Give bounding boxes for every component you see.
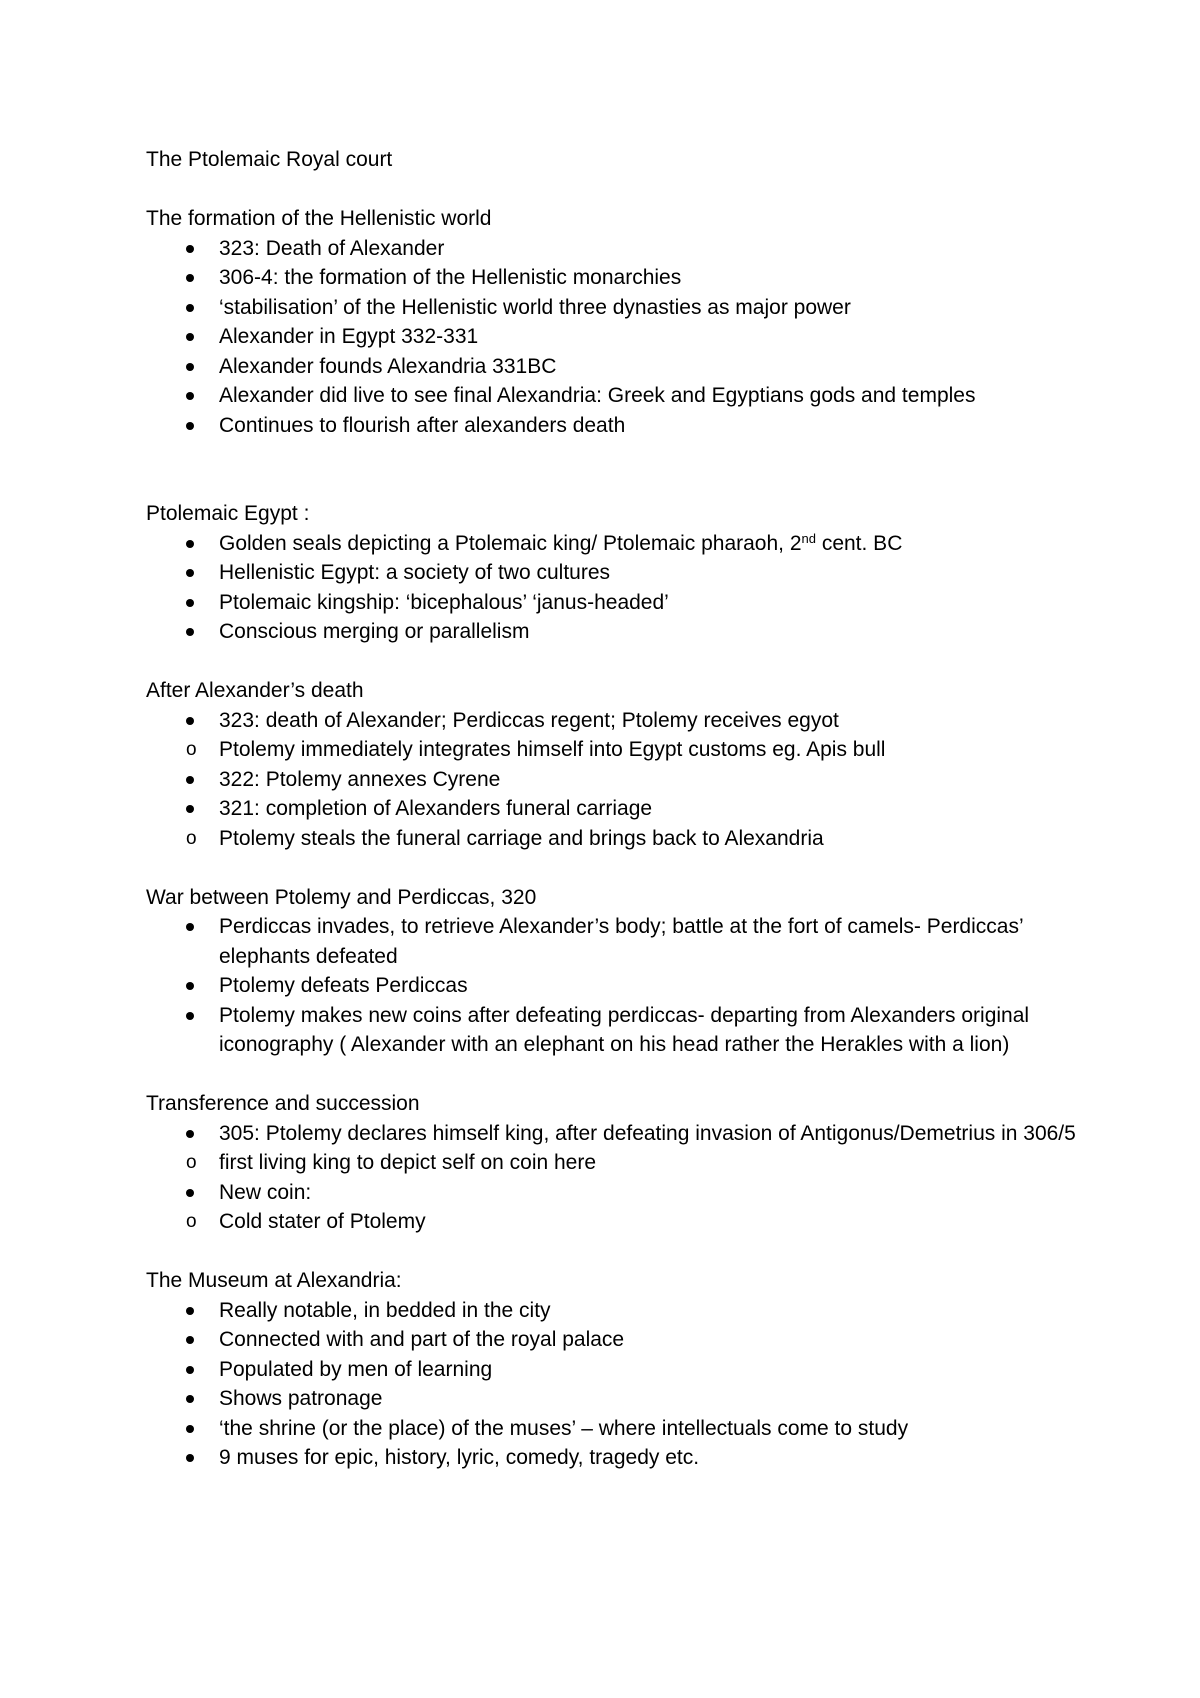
sub-list-wrapper <box>146 824 1076 854</box>
bullet-item <box>146 263 1076 293</box>
bullet-list <box>146 1119 1076 1237</box>
bullet-item <box>146 352 1076 382</box>
sub-bullet-item: o Ptolemy steals the funeral carriage and brings back to Alexandria <box>146 824 1076 854</box>
bullet-item <box>146 293 1076 323</box>
sub-list-wrapper <box>146 1207 1076 1237</box>
bullet-item <box>146 529 1076 559</box>
section-heading: After Alexander’s death <box>146 679 364 702</box>
bullet-text: Ptolemy defeats Perdiccas <box>219 974 468 997</box>
bullet-text: 321: completion of Alexanders funeral carriage <box>219 797 653 820</box>
sub-bullet-item: o Cold stater of Ptolemy <box>146 1207 1076 1237</box>
document-title: The Ptolemaic Royal court <box>146 148 393 171</box>
section-heading: War between Ptolemy and Perdiccas, 320 <box>146 885 537 909</box>
bullet-item <box>146 765 1076 795</box>
bullet-item <box>146 1296 1076 1326</box>
sub-bullet-list <box>146 1207 1076 1237</box>
section-spacer <box>146 440 1076 499</box>
bullet-item <box>146 1325 1076 1355</box>
section-spacer <box>146 175 1076 205</box>
bullet-text: 322: Ptolemy annexes Cyrene <box>219 767 501 791</box>
bullet-text: Alexander in Egypt 332-331 <box>219 325 479 348</box>
bullet-item <box>146 1443 1076 1473</box>
sub-list-wrapper <box>146 1148 1076 1178</box>
bullet-item <box>146 971 1076 1001</box>
bullet-text: Really notable, in bedded in the city <box>219 1298 551 1322</box>
bullet-text: Connected with and part of the royal palace <box>219 1328 625 1351</box>
bullet-text: Conscious merging or parallelism <box>219 620 530 643</box>
bullet-item <box>146 1384 1076 1414</box>
document-body <box>146 145 1076 1473</box>
section-spacer <box>146 1060 1076 1090</box>
section-spacer <box>146 853 1076 883</box>
bullet-text: Alexander founds Alexandria 331BC <box>219 354 557 378</box>
bullet-item <box>146 912 1076 971</box>
bullet-text: Golden seals depicting a Ptolemaic king/ Ptolemaic pharaoh, 2 <box>219 531 802 555</box>
section <box>146 204 1076 440</box>
section <box>146 676 1076 853</box>
bullet-text: ‘the shrine (or the place) of the muses’ – where intellectuals come to study <box>219 1416 909 1440</box>
bullet-item <box>146 381 1076 411</box>
section <box>146 1266 1076 1473</box>
sub-list-wrapper <box>146 735 1076 765</box>
bullet-item <box>146 558 1076 588</box>
section-heading: The formation of the Hellenistic world <box>146 207 492 230</box>
bullet-item <box>146 1414 1076 1444</box>
sub-bullet-list <box>146 1148 1076 1178</box>
bullet-item <box>146 234 1076 264</box>
bullet-text: 305: Ptolemy declares himself king, after defeating invasion of Antigonus/Demetrius in 306/5 <box>219 1121 1076 1145</box>
bullet-text: Shows patronage <box>219 1387 383 1410</box>
bullet-item <box>146 1178 1076 1208</box>
sub-bullet-item: o first living king to depict self on coin here <box>146 1148 1076 1178</box>
bullet-text-continued: cent. BC <box>815 531 903 555</box>
bullet-text: New coin: <box>219 1180 312 1204</box>
section-spacer <box>146 1237 1076 1267</box>
bullet-item <box>146 794 1076 824</box>
section-heading: Ptolemaic Egypt : <box>146 502 310 525</box>
sub-bullet-list <box>146 735 1076 765</box>
bullet-text: ‘stabilisation’ of the Hellenistic world three dynasties as major power <box>219 295 851 319</box>
section <box>146 883 1076 1060</box>
bullet-list <box>146 706 1076 854</box>
sub-bullet-item: o Ptolemy immediately integrates himself into Egypt customs eg. Apis bull <box>146 735 1076 765</box>
bullet-item <box>146 322 1076 352</box>
bullet-text: Ptolemaic kingship: ‘bicephalous’ ‘janus-headed’ <box>219 590 669 614</box>
section-heading: Transference and succession <box>146 1092 420 1115</box>
bullet-item <box>146 1001 1076 1060</box>
bullet-text: 306-4: the formation of the Hellenistic monarchies <box>219 266 682 289</box>
bullet-text: Hellenistic Egypt: a society of two cultures <box>219 561 611 584</box>
bullet-text: Populated by men of learning <box>219 1357 493 1381</box>
bullet-item <box>146 411 1076 441</box>
bullet-text: 323: death of Alexander; Perdiccas regent; Ptolemy receives egyot <box>219 708 839 732</box>
bullet-text: 323: Death of Alexander <box>219 236 445 260</box>
section <box>146 1089 1076 1237</box>
section-spacer <box>146 647 1076 677</box>
bullet-list <box>146 912 1076 1060</box>
bullet-item <box>146 1355 1076 1385</box>
bullet-text: 9 muses for epic, history, lyric, comedy, tragedy etc. <box>219 1446 700 1469</box>
bullet-text: Alexander did live to see final Alexandria: Greek and Egyptians gods and temples <box>219 384 976 407</box>
section-heading: The Museum at Alexandria: <box>146 1269 402 1292</box>
bullet-list <box>146 234 1076 441</box>
bullet-item <box>146 1119 1076 1149</box>
bullet-item <box>146 588 1076 618</box>
section <box>146 499 1076 647</box>
bullet-list <box>146 1296 1076 1473</box>
sub-bullet-list <box>146 824 1076 854</box>
superscript: nd <box>801 530 816 546</box>
bullet-text: Perdiccas invades, to retrieve Alexander’s body; battle at the fort of camels- Perdiccas’ elephants defeated <box>219 915 1023 968</box>
bullet-text: Continues to flourish after alexanders death <box>219 413 626 437</box>
bullet-list <box>146 529 1076 647</box>
sections-container <box>146 175 1076 1473</box>
bullet-text: Ptolemy makes new coins after defeating perdiccas- departing from Alexanders original iconography ( Alexander with an elephant on his head rather the Herakles with a lion) <box>219 1003 1030 1056</box>
bullet-item <box>146 706 1076 736</box>
bullet-item <box>146 617 1076 647</box>
